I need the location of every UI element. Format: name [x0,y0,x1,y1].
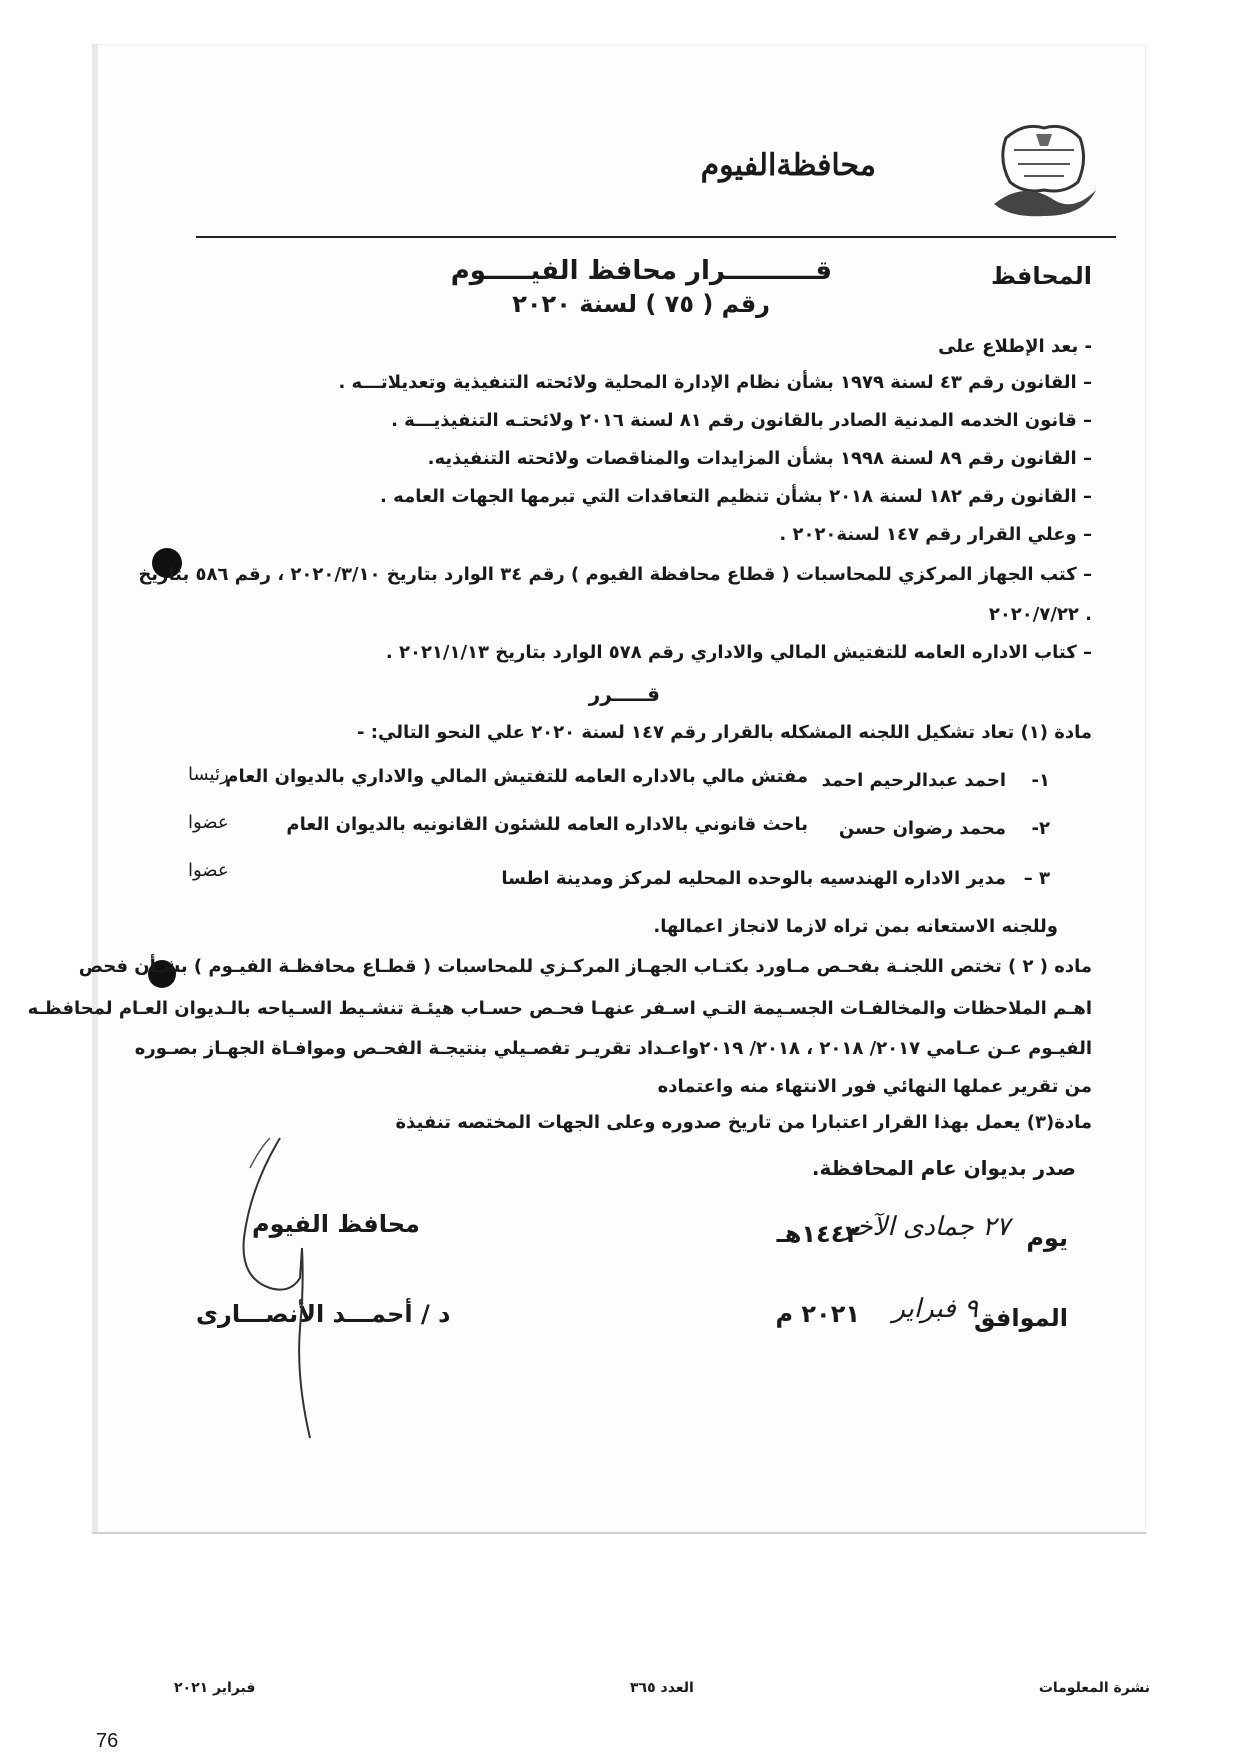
hijri-day-label: يوم [1026,1224,1068,1252]
member-number: ٣ – [1023,868,1050,889]
gregorian-date-handwritten: ٩ فبراير [892,1294,978,1324]
preamble-item: – القانون رقم ١٨٢ لسنة ٢٠١٨ بشأن تنظيم التعاقدات التي تبرمها الجهات العامه . [380,486,1092,507]
decree-title: قــــــــــرار محافظ الفيـــــوم [450,256,832,286]
member-name: احمد عبدالرحيم احمد [821,770,1006,791]
member-name: مدير الاداره الهندسيه بالوحده المحليه لمركز ومدينة اطسا [501,868,1006,889]
article-2-line: اهـم الملاحظات والمخالفـات الجسـيمة التـي اسـفر عنهـا فحـص حسـاب هيئـة تنشـيط السـياحه بالـديوان العـام لمحافظـه [27,998,1092,1019]
signatory-title: محافظ الفيوم [252,1210,420,1238]
article-2-line: ماده ( ٢ ) تختص اللجنـة بفحـص مـاورد بكتـاب الجهـاز المركـزي للمحاسبات ( قطـاع محافظـة الفيـوم ) بشـأن فحص [78,956,1092,977]
member-desc: باحث قانوني بالاداره العامه للشئون القانونيه بالديوان العام [286,814,808,835]
member-role: رئيسا [188,764,229,785]
member-role: عضوا [188,860,229,881]
article-2-line: الفيـوم عـن عـامي ٢٠١٧/ ٢٠١٨ ، ٢٠١٨/ ٢٠١٩واعـداد تقريـر تفصـيلي بنتيجـة الفحـص وموافـاة الجهـاز بصـوره [134,1038,1092,1059]
footer-publication: نشرة المعلومات [1038,1680,1150,1696]
preamble-intro: - بعد الإطلاع على [938,336,1092,357]
signature-icon [230,1128,340,1448]
preamble-item: – وعلي القرار رقم ١٤٧ لسنة٢٠٢٠ . [779,524,1092,545]
article-2-line: من تقرير عملها النهائي فور الانتهاء منه واعتماده [657,1076,1092,1097]
decision-heading: قـــــرر [588,682,660,706]
article-1: مادة (١) تعاد تشكيل اللجنه المشكله بالقرار رقم ١٤٧ لسنة ٢٠٢٠ علي النحو التالي: - [357,722,1092,743]
hijri-year: ١٤٤٢هـ [776,1220,860,1248]
member-name: محمد رضوان حسن [838,818,1006,839]
page-number: 76 [96,1730,119,1752]
gregorian-label: الموافق [974,1304,1068,1332]
member-role: عضوا [188,812,229,833]
gregorian-year: ٢٠٢١ م [775,1300,860,1328]
preamble-item: – كتب الجهاز المركزي للمحاسبات ( قطاع محافظة الفيوم ) رقم ٣٤ الوارد بتاريخ ٢٠٢٠/٣/١٠ ، رقم ٥٨٦ بتاريخ [138,564,1092,585]
decree-number: رقم ( ٧٥ ) لسنة ٢٠٢٠ [512,290,770,318]
issued-at: صدر بديوان عام المحافظة. [811,1156,1076,1180]
article-3: مادة(٣) يعمل بهذا القرار اعتبارا من تاريخ صدوره وعلى الجهات المختصه تنفيذة [395,1112,1092,1133]
footer-date: فبراير ٢٠٢١ [174,1680,256,1696]
preamble-item: – قانون الخدمه المدنية الصادر بالقانون رقم ٨١ لسنة ٢٠١٦ ولائحتـه التنفيذيـــة . [391,410,1092,431]
preamble-item: . ٢٠٢٠/٧/٢٢ [988,604,1092,625]
hijri-date-handwritten: ٢٧ جمادى الآخر [842,1212,1010,1242]
header-rule [196,236,1116,238]
footer-issue: العدد ٣٦٥ [630,1680,694,1696]
governorate-name: محافظةالفيوم [700,148,876,183]
scan-edge [92,44,98,1534]
member-number: ٢- [1031,818,1050,839]
member-number: ١- [1031,770,1050,791]
preamble-item: – القانون رقم ٨٩ لسنة ١٩٩٨ بشأن المزايدات والمناقصات ولائحته التنفيذيه. [427,448,1092,469]
role-label: المحافظ [990,262,1092,290]
article-1-note: وللجنه الاستعانه بمن تراه لازما لانجاز اعمالها. [653,916,1058,937]
signatory-name: د / أحمـــد الأنصـــارى [196,1300,451,1328]
preamble-item: – كتاب الاداره العامه للتفتيش المالي والاداري رقم ٥٧٨ الوارد بتاريخ ٢٠٢١/١/١٣ . [385,642,1092,663]
scan-bottom-edge [92,1532,1146,1534]
governorate-seal-icon [984,120,1104,220]
preamble-item: – القانون رقم ٤٣ لسنة ١٩٧٩ بشأن نظام الإدارة المحلية ولائحته التنفيذية وتعديلاتـــه . [338,372,1092,393]
member-desc: مفتش مالي بالاداره العامه للتفتيش المالي والاداري بالديوان العام [225,766,808,787]
